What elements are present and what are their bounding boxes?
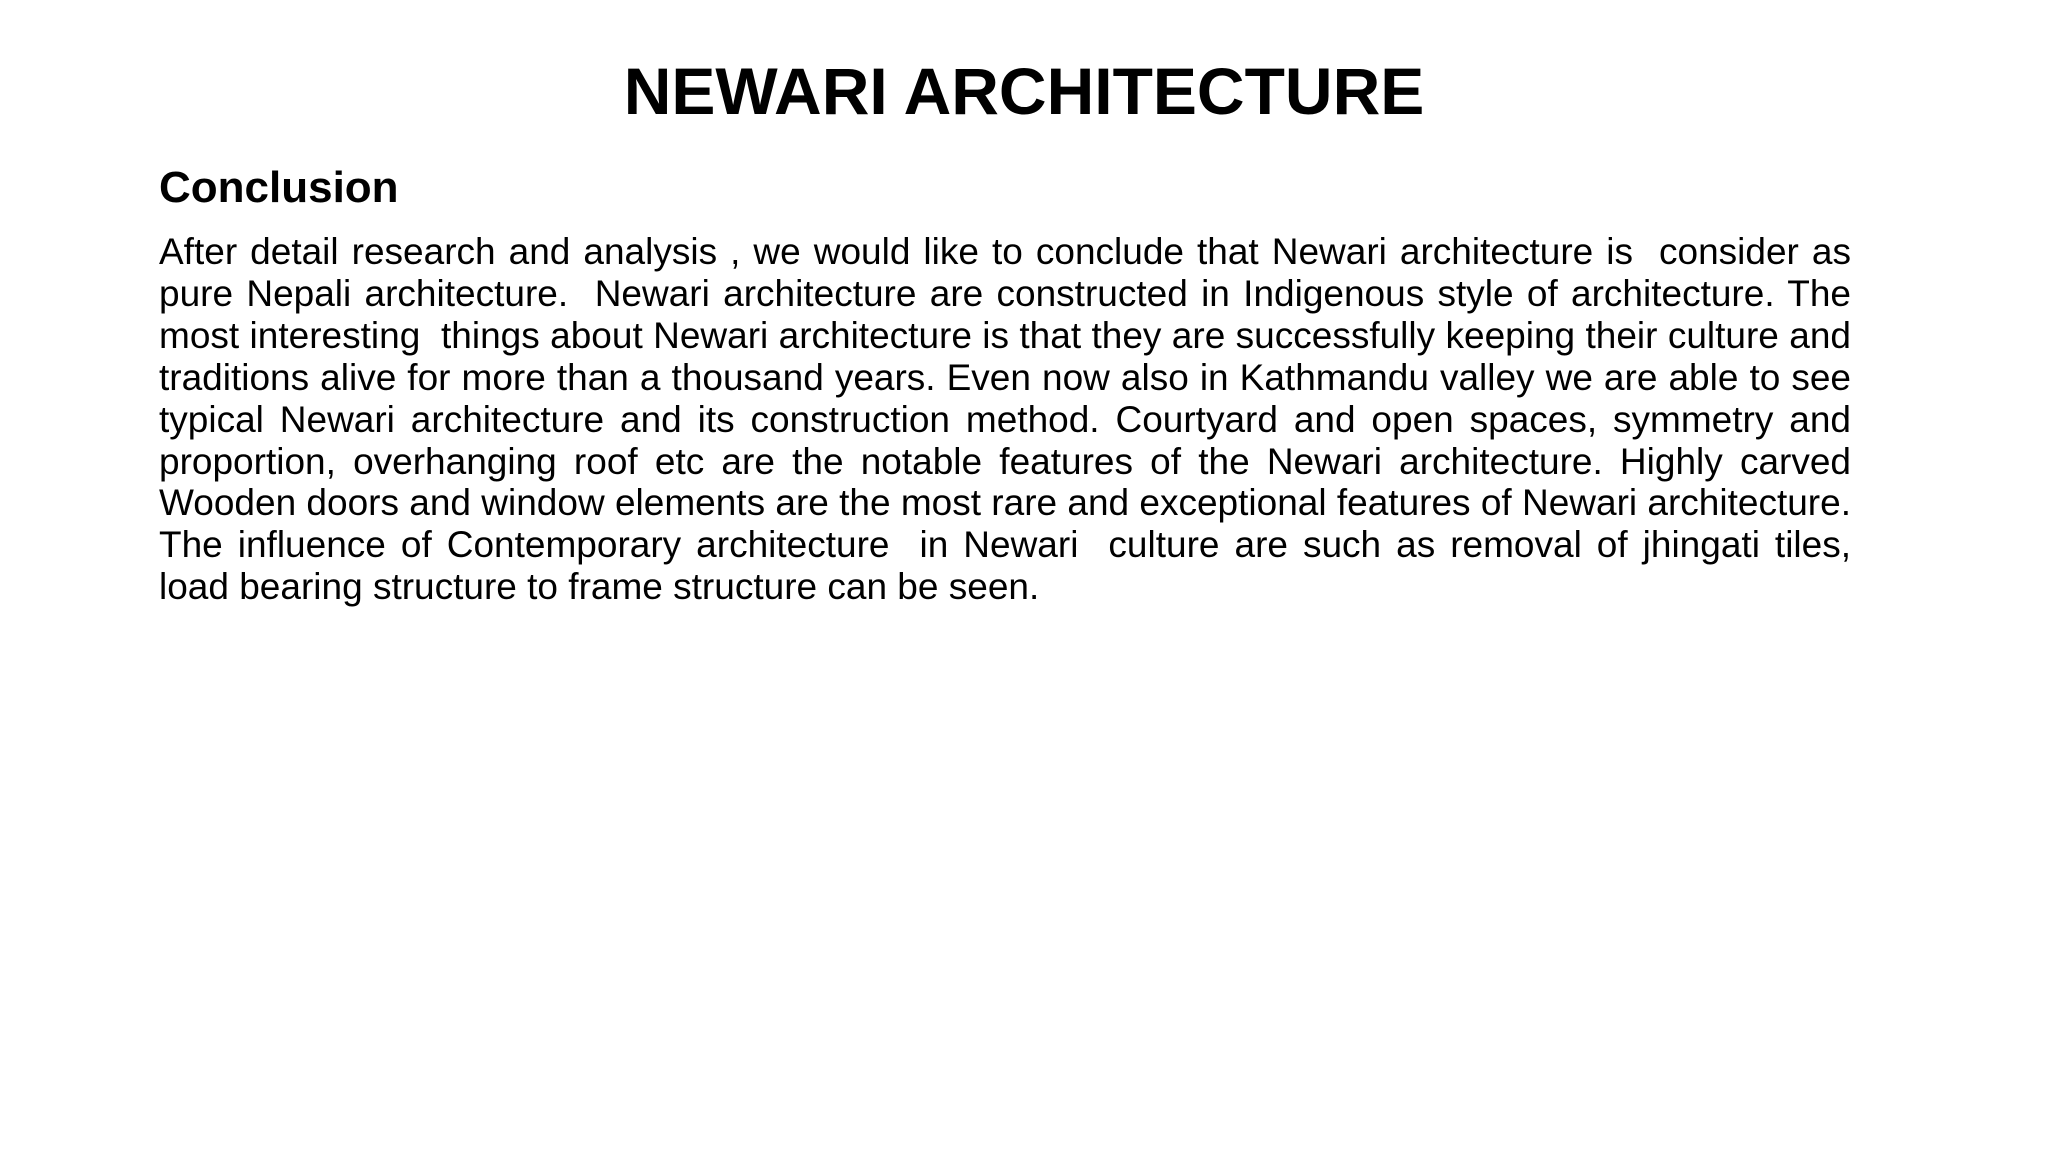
slide-title: NEWARI ARCHITECTURE [623,54,1425,128]
conclusion-paragraph: After detail research and analysis , we would like to conclude that Newari architecture is consider as pure Nepali architecture. Newari architecture are constructed in Indigenous style of architecture. The most interesting things about Newari architecture is that they are successfully keeping their culture and traditions alive for more than a thousand years. Even now also in Kathmandu valley we are able to see typical Newari architecture and its construction method. Courtyard and open spaces, symmetry and proportion, overhanging roof etc are the notable features of the Newari architecture. Highly carved Wooden doors and window elements are the most rare and exceptional features of Newari architecture. The influence of Contemporary architecture in Newari culture are such as removal of jhingati tiles, load bearing structure to frame structure can be seen. [159,231,1862,608]
section-heading: Conclusion [159,163,399,212]
